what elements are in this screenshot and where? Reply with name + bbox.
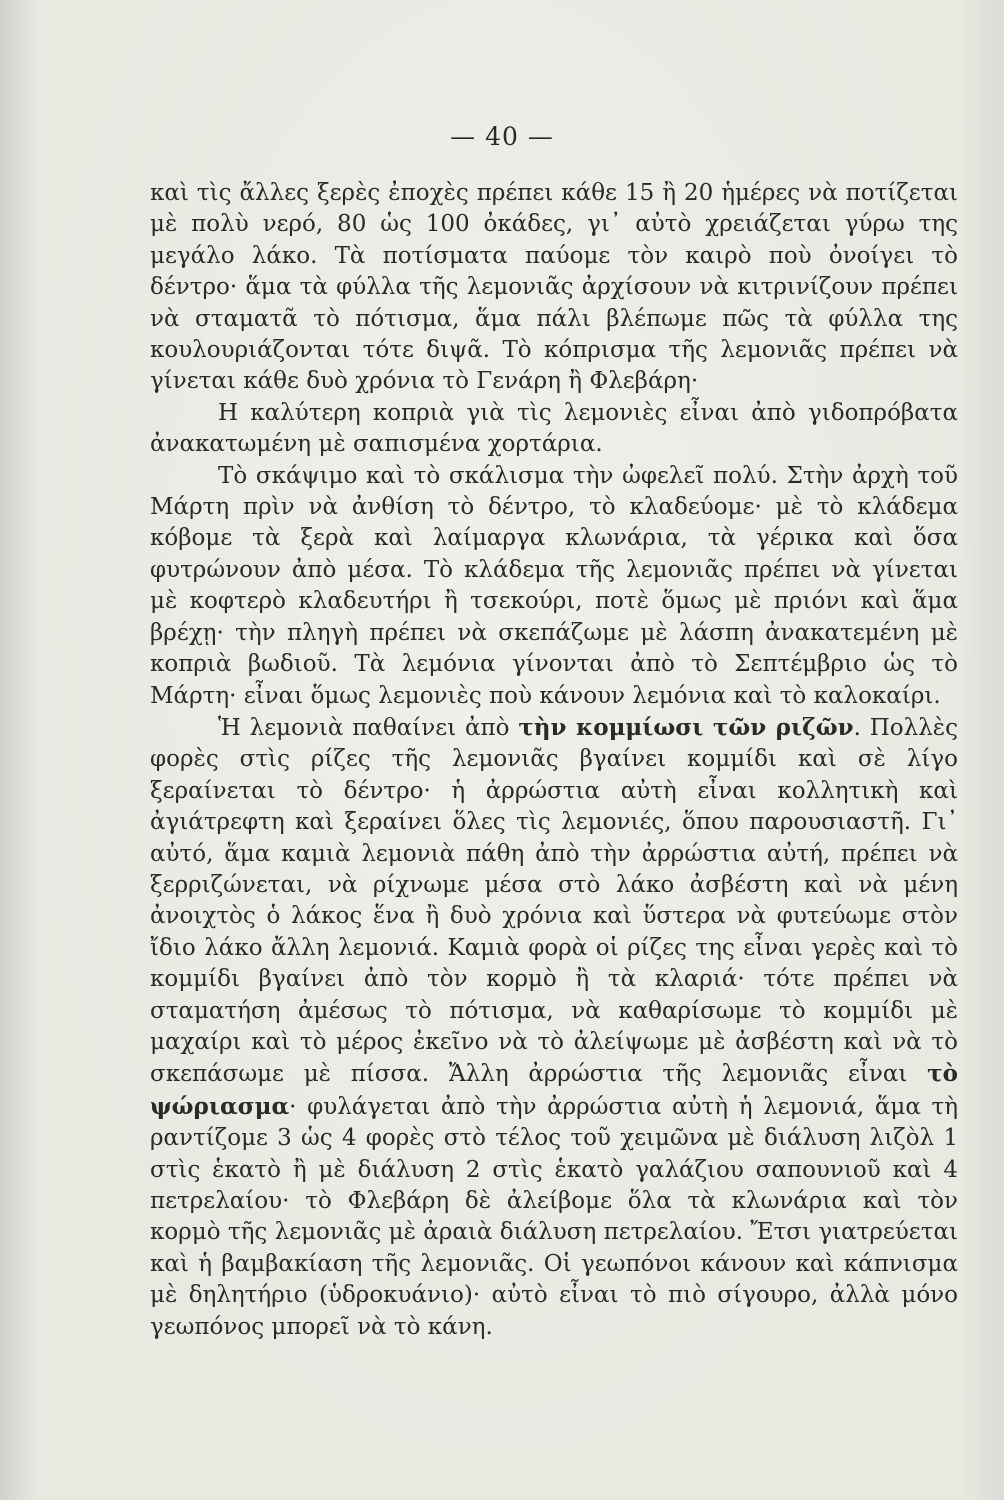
text-segment: Τὸ σκάψιμο καὶ τὸ σκάλισμα τὴν ὠφελεῖ πολύ. Στὴν ἀρχὴ τοῦ Μάρτη πρὶν νὰ ἀνθίση τὸ δέντρο, τὸ κλαδεύομε· μὲ τὸ κλάδεμα κόβομε τὰ ξερὰ καὶ λαίμαργα κλωνάρια, τὰ γέρικα καὶ ὅσα φυτρώνουν ἀπὸ μέσα. Τὸ κλάδεμα τῆς λεμονιᾶς πρέπει νὰ γίνεται μὲ κοφτερὸ κλαδευτήρι ἢ τσεκούρι, ποτὲ ὅμως μὲ πριόνι καὶ ἅμα βρέχῃ· τὴν πληγὴ πρέπει νὰ σκεπάζωμε μὲ λάσπη ἀνακατεμένη μὲ κοπριὰ βωδιοῦ. Τὰ λεμόνια γίνονται ἀπὸ τὸ Σεπτέμβριο ὡς τὸ Μάρτη· εἶναι ὅμως λεμονιὲς ποὺ κάνουν λεμόνια καὶ τὸ καλοκαίρι. bbox=[150, 462, 958, 709]
paragraph-1 bbox=[150, 178, 958, 398]
text-segment: · φυλάγεται ἀπὸ τὴν ἀρρώστια αὐτὴ ἡ λεμονιά, ἅμα τὴ ραντίζομε 3 ὡς 4 φορὲς στὸ τέλος τοῦ χειμῶνα μὲ διάλυση λιζὸλ 1 στὶς ἑκατὸ ἢ μὲ διάλυση 2 στὶς ἑκατὸ γαλάζιου σαπουνιοῦ καὶ 4 πετρελαίου· τὸ Φλεβάρη δὲ ἀλείβομε ὅλα τὰ κλωνάρια καὶ τὸν κορμὸ τῆς λεμονιᾶς μὲ ἀραιὰ διάλυση πετρελαίου. Ἔτσι γιατρεύεται καὶ ἡ βαμβακίαση τῆς λεμονιᾶς. Οἱ γεωπόνοι κάνουν καὶ κάπνισμα μὲ δηλητήριο (ὑδροκυάνιο)· αὐτὸ εἶναι τὸ πιὸ σίγουρο, ἀλλὰ μόνο γεωπόνος μπορεῖ νὰ τὸ κάνη. bbox=[150, 1093, 958, 1340]
body-text bbox=[150, 178, 958, 1343]
paragraph-3 bbox=[150, 461, 958, 712]
bold-term-root-gummosis: τὴν κομμίωσι τῶν ριζῶν bbox=[518, 713, 854, 741]
bold-term-scab: τὸ ψώριασμα bbox=[150, 1060, 958, 1120]
page-number: — 40 — bbox=[450, 122, 554, 151]
text-segment: . Πολλὲς φορὲς στὶς ρίζες τῆς λεμονιᾶς βγαίνει κομμίδι καὶ σὲ λίγο ξεραίνεται τὸ δέντρο· ἡ ἀρρώστια αὐτὴ εἶναι κολλητικὴ καὶ ἀγιάτρεφτη καὶ ξεραίνει ὅλες τὶς λεμονιές, ὅπου παρουσιαστῆ. Γι᾽ αὐτό, ἅμα καμιὰ λεμονιὰ πάθη ἀπὸ τὴν ἀρρώστια αὐτή, πρέπει νὰ ξερριζώνεται, νὰ ρίχνωμε μέσα στὸ λάκο ἀσβέστη καὶ νὰ μένη ἀνοιχτὸς ὁ λάκος ἕνα ἢ δυὸ χρόνια καὶ ὕστερα νὰ φυτεύωμε στὸν ἴδιο λάκο ἄλλη λεμονιά. Καμιὰ φορὰ οἱ ρίζες της εἶναι γερὲς καὶ τὸ κομμίδι βγαίνει ἀπὸ τὸν κορμὸ ἢ τὰ κλαριά· τότε πρέπει νὰ σταματήση ἀμέσως τὸ πότισμα, νὰ καθαρίσωμε τὸ κομμίδι μὲ μαχαίρι καὶ τὸ μέρος ἐκεῖνο νὰ τὸ ἀλείψωμε μὲ ἀσβέστη καὶ νὰ τὸ σκεπάσωμε μὲ πίσσα. Ἄλλη ἀρρώστια τῆς λεμονιᾶς εἶναι bbox=[150, 714, 958, 1088]
paragraph-4 bbox=[150, 712, 958, 1343]
paragraph-2 bbox=[150, 398, 958, 461]
text-segment: Η καλύτερη κοπριὰ γιὰ τὶς λεμονιὲς εἶναι ἀπὸ γιδοπρόβατα ἀνακατωμένη μὲ σαπισμένα χορτάρια. bbox=[150, 399, 958, 458]
text-segment: καὶ τὶς ἄλλες ξερὲς ἐποχὲς πρέπει κάθε 15 ἢ 20 ἡμέρες νὰ ποτίζεται μὲ πολὺ νερό, 80 ὡς 100 ὀκάδες, γι᾽ αὐτὸ χρειάζεται γύρω της μεγάλο λάκο. Τὰ ποτίσματα παύομε τὸν καιρὸ ποὺ ὀνοίγει τὸ δέντρο· ἅμα τὰ φύλλα τῆς λεμονιᾶς ἀρχίσουν νὰ κιτρινίζουν πρέπει νὰ σταματᾶ τὸ πότισμα, ἅμα πάλι βλέπωμε πῶς τὰ φύλλα της κουλουριάζονται τότε διψᾶ. Τὸ κόπρισμα τῆς λεμονιᾶς πρέπει νὰ γίνεται κάθε δυὸ χρόνια τὸ Γενάρη ἢ Φλεβάρη· bbox=[150, 180, 958, 395]
text-segment: Ἡ λεμονιὰ παθαίνει ἀπὸ bbox=[218, 714, 519, 741]
